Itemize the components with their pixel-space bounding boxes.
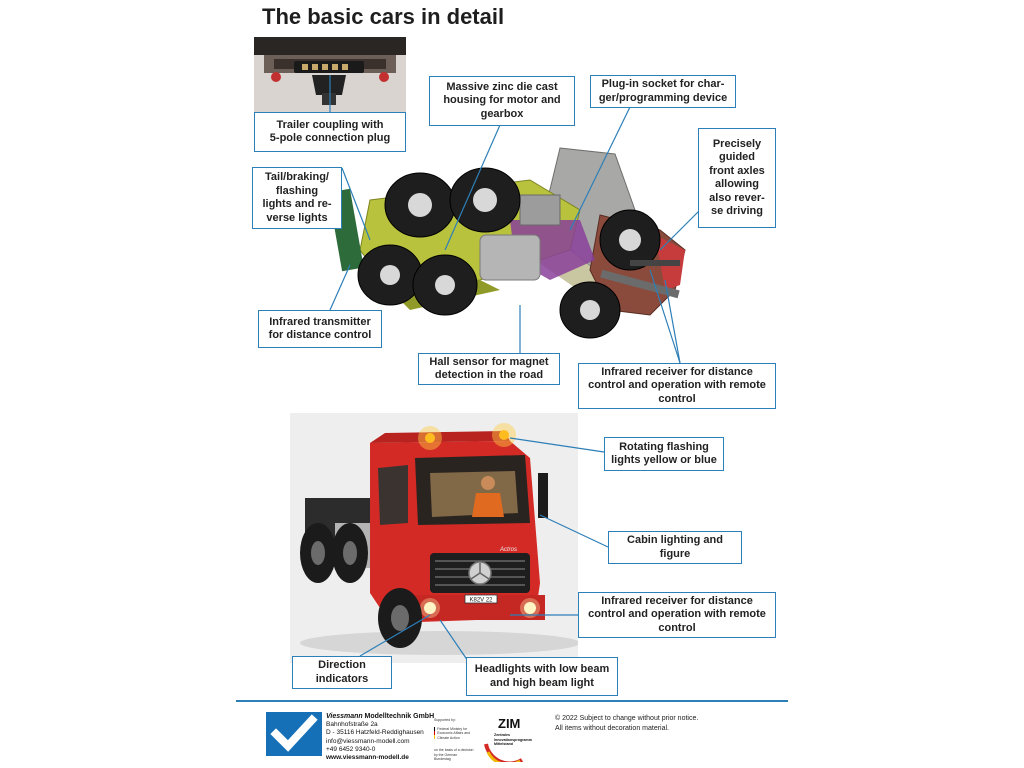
flag-icon xyxy=(434,727,435,739)
supported-by-label: Supported by: xyxy=(434,718,456,722)
callout-plug-in-socket: Plug-in socket for char- ger/programming device xyxy=(590,75,736,108)
truck-photo xyxy=(290,413,578,663)
callout-tail-lights: Tail/braking/ flashing lights and re- verse lights xyxy=(252,167,342,229)
zim-subtitle: Zentrales Innovationsprogramm Mittelstand xyxy=(494,733,532,747)
company-name: Viessmann xyxy=(326,713,363,720)
federal-ministry-logo xyxy=(434,718,474,762)
viessmann-logo xyxy=(266,712,322,756)
callout-headlights: Headlights with low beam and high beam light xyxy=(466,657,618,696)
checkmark-icon xyxy=(266,712,322,756)
callout-infrared-receiver-top: Infrared receiver for distance control and operation with remote control xyxy=(578,363,776,409)
callout-cabin-lighting: Cabin lighting and figure xyxy=(608,531,742,564)
copyright-notice xyxy=(555,714,698,734)
company-address xyxy=(326,713,434,762)
company-web: www.viessmann-modell.de xyxy=(326,754,409,762)
callout-front-axles: Precisely guided front axles allowing also rever- se driving xyxy=(698,128,776,228)
copyright-line-1: © 2022 Subject to change without prior notice. xyxy=(555,715,699,722)
chassis-illustration xyxy=(330,140,700,350)
callout-direction-indicators: Direction indicators xyxy=(292,656,392,689)
bundestag-note: on the basis of a decision by the German Bundestag xyxy=(434,748,474,761)
callout-trailer-coupling: Trailer coupling with 5-pole connection plug xyxy=(254,112,406,152)
zim-title: ZIM xyxy=(498,716,521,731)
model-badge: Actros xyxy=(500,547,518,553)
copyright-line-2: All items without decoration material. xyxy=(555,725,669,732)
callout-rotating-lights: Rotating flashing lights yellow or blue xyxy=(604,437,724,471)
page-title: The basic cars in detail xyxy=(262,4,505,29)
callout-infrared-receiver-bottom: Infrared receiver for distance control and operation with remote control xyxy=(578,592,776,638)
callout-infrared-transmitter: Infrared transmitter for distance control xyxy=(258,310,382,348)
company-phone: +49 6452 9340-0 xyxy=(326,745,376,753)
callout-hall-sensor: Hall sensor for magnet detection in the road xyxy=(418,353,560,385)
company-city: D - 35116 Hatzfeld-Reddighausen xyxy=(326,729,424,737)
company-email: info@viessmann-modell.com xyxy=(326,737,410,745)
footer-divider xyxy=(236,700,788,702)
company-street: Bahnhofstraße 2a xyxy=(326,721,378,729)
trailer-coupling-photo xyxy=(254,37,406,112)
zim-logo xyxy=(482,714,542,762)
license-plate: K82V 22 xyxy=(469,597,493,604)
callout-zinc-housing: Massive zinc die cast housing for motor and gearbox xyxy=(429,76,575,126)
company-suffix: Modelltechnik GmbH xyxy=(364,713,435,720)
ministry-name: Federal Ministry for Economic Affairs and Climate Action xyxy=(437,726,471,740)
